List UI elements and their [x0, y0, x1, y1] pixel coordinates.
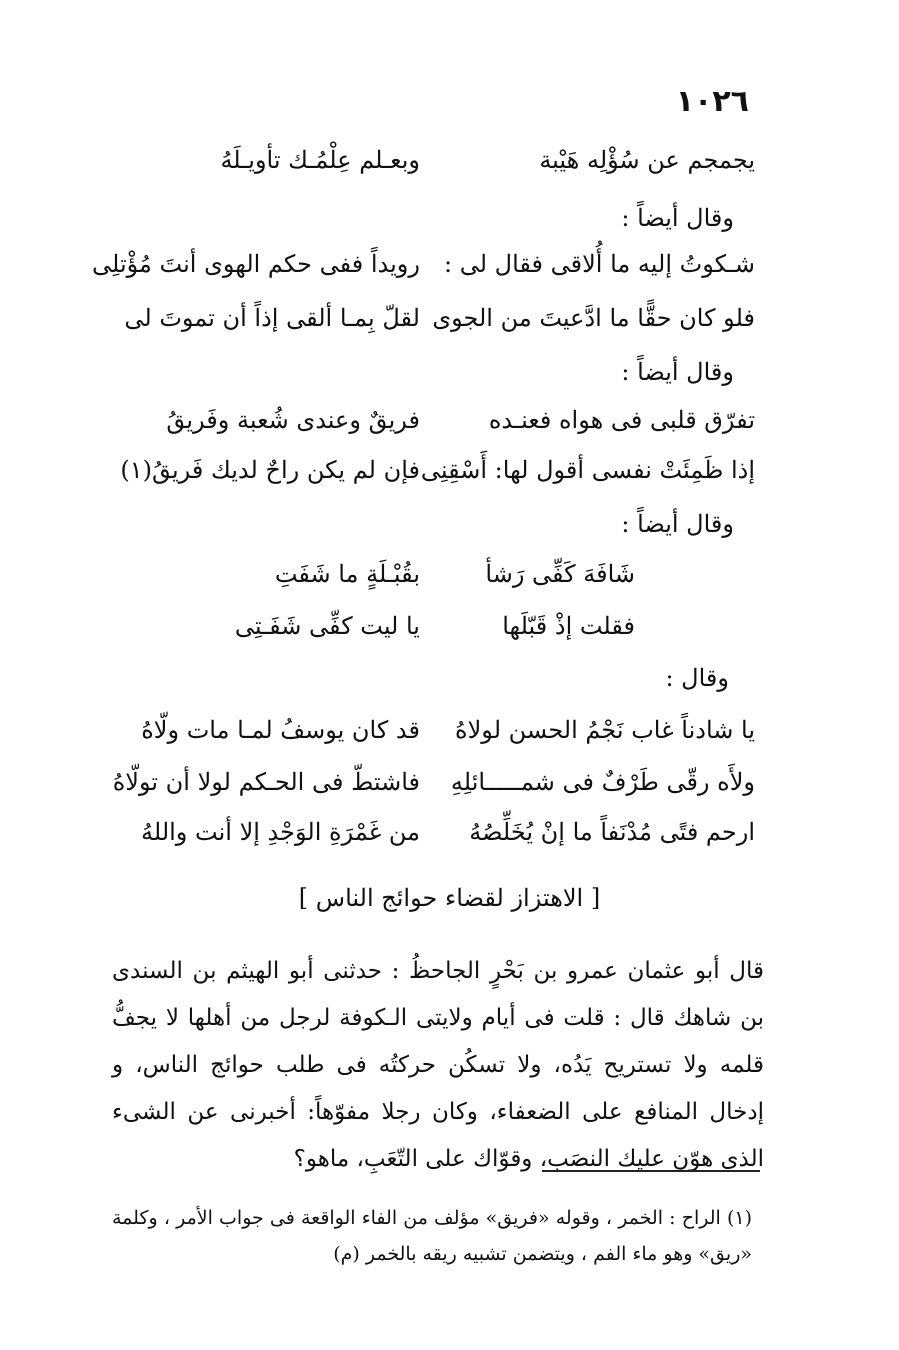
body-paragraph: قال أبو عثمان عمرو بن بَحْرٍ الجاحظُ : حدثنى أبو الهيثم بن السندى بن شاهك قال : قلت فى أيام ولايتى الـكوفة لرجل من أهلها لا يجفُّ قلمه ولا تستريح يَدُه، ولا تسكُن حركتُه فى طلب حوائج الناس، و إدخال المنافع على الضعفاء، وكان رجلا مفوّهاً: أخبرنى عن الشىء الذى هوّن عليك النصَب، وقوّاك على التّعَبِ، ماهو؟: [112, 958, 764, 1172]
second-hemistich: رويداً ففى حكم الهوى أنتَ مُؤْتلِى: [92, 250, 420, 278]
second-hemistich: فإن لم يكن راحٌ لديك فَريقُ(١): [120, 456, 420, 484]
first-hemistich: شـكوتُ إليه ما أُلاقى فقال لى :: [443, 250, 755, 278]
second-hemistich: فريقٌ وعندى شُعبة وفَريقُ: [166, 406, 420, 434]
footnote: (١) الراح : الخمر ، وقوله «فريق» مؤلف من الفاء الواقعة فى جواب الأمر ، وكلمة «ريق» وهو ماء الفم ، ويتضمن تشبيه ريقه بالخمر (م): [112, 1207, 752, 1265]
verse-line: [130, 398, 755, 442]
verse-line: [130, 604, 755, 648]
first-hemistich: يجمجم عن سُؤْلِه هَيْبة: [539, 146, 755, 174]
verse-line: [124, 296, 755, 340]
page-number: ١٠٢٦: [675, 84, 749, 119]
first-hemistich: ارحم فتًى مُدْنَفاً ما إنْ يُخَلِّصُهُ: [469, 818, 755, 846]
second-hemistich: من غَمْرَةِ الوَجْدِ إلا أنت واللهُ: [141, 818, 420, 846]
first-hemistich: يا شادناً غاب نَجْمُ الحسن لولاهُ: [455, 716, 755, 744]
first-hemistich: فلو كان حقًّا ما ادَّعيتَ من الجوى: [432, 304, 755, 332]
first-hemistich: ولأَه رقّى طَرْفٌ فى شمـــــائلِهِ: [450, 768, 755, 796]
verse-line: [92, 242, 755, 286]
section-heading: [ الاهتزاز لقضاء حوائج الناس ]: [298, 884, 601, 912]
second-hemistich: يا ليت كفِّى شَفَـتِى: [234, 612, 420, 640]
second-hemistich: بقُبْـلَةٍ ما شَفَتِ: [274, 560, 420, 588]
verse-line: [112, 760, 755, 804]
second-hemistich: وبعـلم عِلْمُـك تأويـلَهُ: [220, 146, 420, 174]
verse-intro: وقال أيضاً :: [621, 204, 734, 232]
verse-line: [130, 708, 755, 752]
first-hemistich: فقلت إذْ قَبّلَها: [502, 612, 635, 640]
first-hemistich: إذا ظَمِئَتْ نفسى أقول لها: أَسْقِنِى: [420, 456, 755, 484]
verse-line: [130, 552, 755, 596]
verse-intro: وقال أيضاً :: [621, 510, 734, 538]
verse-intro: وقال أيضاً :: [621, 358, 734, 386]
verse-line: [130, 138, 755, 182]
verse-line: [120, 448, 755, 492]
second-hemistich: فاشتطّ فى الحـكم لولا أن تولّاهُ: [112, 768, 420, 796]
first-hemistich: شَافَهَ كَفِّى رَشأ: [485, 560, 635, 588]
footnote-divider: [542, 1170, 760, 1172]
verse-line: [130, 810, 755, 854]
second-hemistich: لقلّ بِمـا ألقى إذاً أن تموتَ لى: [124, 304, 420, 332]
second-hemistich: قد كان يوسفُ لمـا مات ولّاهُ: [141, 716, 420, 744]
verse-intro: وقال :: [665, 664, 729, 692]
first-hemistich: تفرّق قلبى فى هواه فعنـده: [488, 406, 755, 434]
